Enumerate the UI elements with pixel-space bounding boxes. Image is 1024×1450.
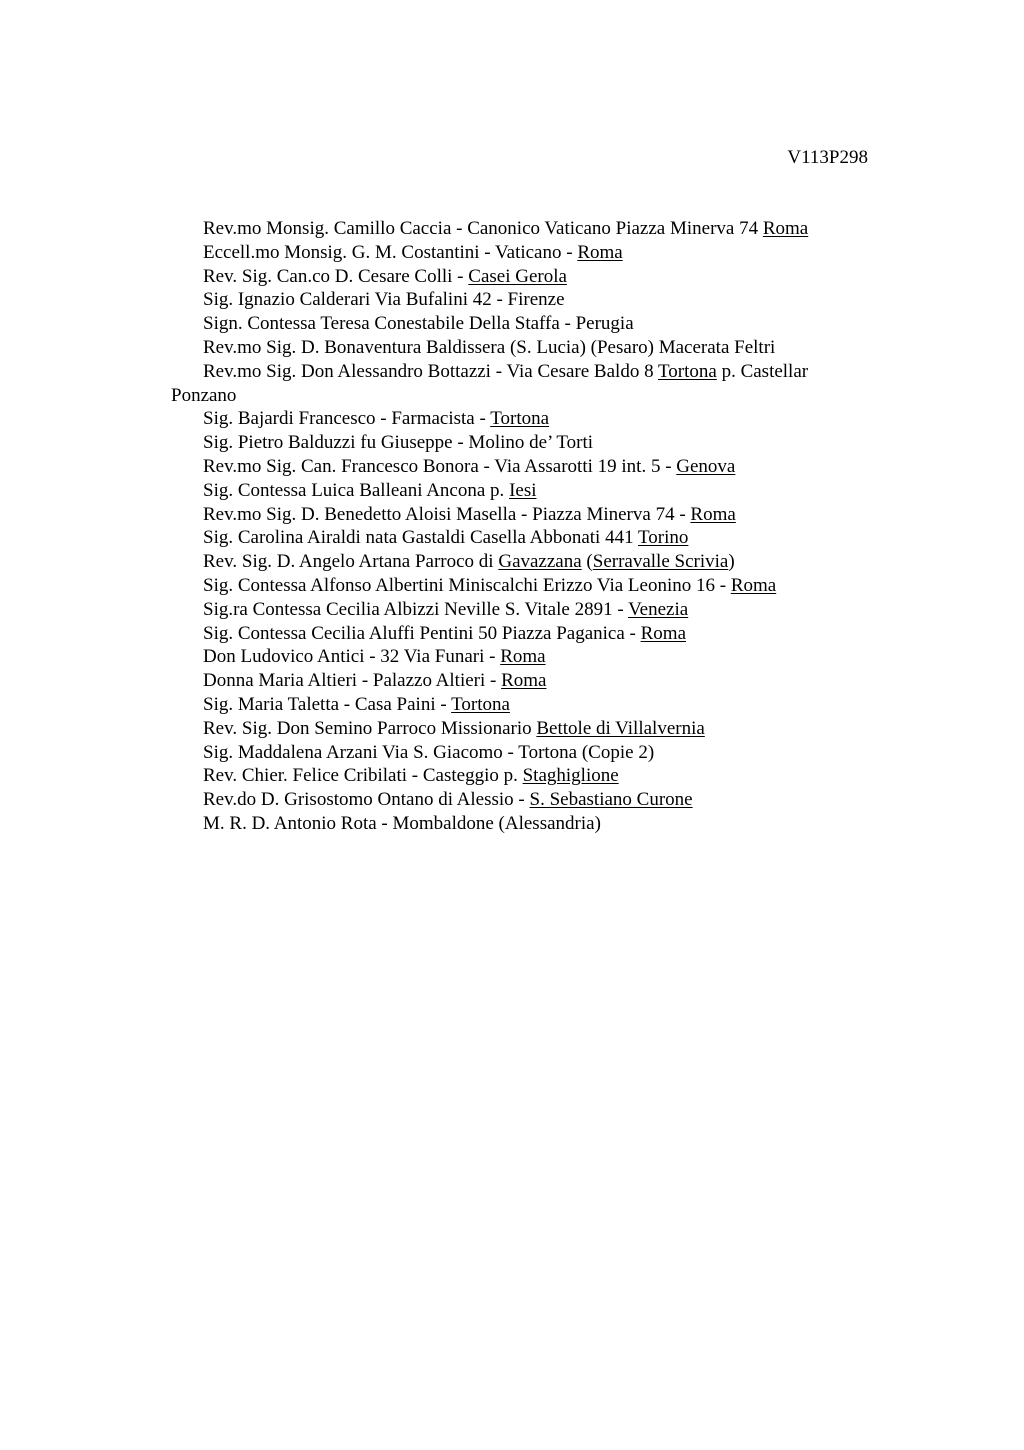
entry-text: Rev. Chier. Felice Cribilati - Casteggio p. [203,765,523,787]
entry-text: Sig. Maddalena Arzani Via S. Giacomo - Tortona (Copie 2) [203,741,655,763]
entry-text: M. R. D. Antonio Rota - Mombaldone (Alessandria) [203,812,601,834]
entry-text: Rev.do D. Grisostomo Ontano di Alessio - [203,789,530,811]
address-entry [171,360,871,408]
underlined-place: Venezia [628,598,689,620]
entry-text: ) [728,551,735,573]
entry-text: Rev.mo Sig. D. Benedetto Aloisi Masella - Piazza Minerva 74 - [203,503,691,525]
entry-text: Sig. Contessa Luica Balleani Ancona p. [203,479,510,501]
address-entry [171,265,871,289]
address-entry [171,455,871,479]
underlined-place: Iesi [509,479,537,501]
entry-text: Sig. Ignazio Calderari Via Bufalini 42 - Firenze [203,289,565,311]
underlined-place: Gavazzana [498,551,582,573]
address-list [171,217,871,836]
underlined-place: Bettole di Villalvernia [536,717,705,739]
address-entry [171,241,871,265]
entry-text: Sig. Contessa Cecilia Aluffi Pentini 50 Piazza Paganica - [203,622,641,644]
entry-text: Sig. Contessa Alfonso Albertini Miniscalchi Erizzo Via Leonino 16 - [203,574,731,596]
underlined-place: Tortona [451,693,510,715]
entry-text: Rev.mo Monsig. Camillo Caccia - Canonico Vaticano Piazza Minerva 74 [203,218,763,239]
address-entry [171,741,871,765]
address-entry [171,622,871,646]
underlined-place: Staghiglione [522,765,619,787]
underlined-place: Roma [730,574,777,596]
entry-text: Rev.mo Sig. D. Bonaventura Baldissera (S. Lucia) (Pesaro) Macerata Feltri [203,336,776,358]
entry-text: Rev.mo Sig. Can. Francesco Bonora - Via Assarotti 19 int. 5 - [203,455,677,477]
address-entry [171,479,871,503]
address-entry [171,717,871,741]
page-reference: V113P298 [787,147,868,168]
address-entry [171,217,871,241]
entry-text: Rev. Sig. Don Semino Parroco Missionario [203,717,537,739]
address-entry [171,669,871,693]
address-entry [171,788,871,812]
underlined-place: Roma [501,670,547,692]
entry-text: Sig. Carolina Airaldi nata Gastaldi Casella Abbonati 441 [203,527,638,549]
underlined-place: Roma [500,646,546,668]
entry-text: Don Ludovico Antici - 32 Via Funari - [203,646,501,668]
underlined-place: Roma [577,241,623,263]
underlined-place: Torino [638,527,689,549]
address-entry [171,312,871,336]
entry-text: Sig. Maria Taletta - Casa Paini - [203,693,452,715]
underlined-place: Roma [690,503,736,525]
entry-text: ( [581,551,593,573]
underlined-place: Casei Gerola [468,265,567,287]
address-entry [171,288,871,312]
entry-text: Sign. Contessa Teresa Conestabile Della Staffa - Perugia [203,313,634,335]
entry-text: p. Castellar Ponzano [171,360,809,406]
entry-text: Rev. Sig. Can.co D. Cesare Colli - [203,265,469,287]
underlined-place: Tortona [490,408,550,430]
address-entry [171,764,871,788]
address-entry [171,526,871,550]
address-entry [171,336,871,360]
underlined-place: S. Sebastiano Curone [529,789,693,811]
entry-text: Rev.mo Sig. Don Alessandro Bottazzi - Via Cesare Baldo 8 [203,360,658,382]
address-entry [171,598,871,622]
address-entry [171,574,871,598]
entry-text: Sig.ra Contessa Cecilia Albizzi Neville S. Vitale 2891 - [203,598,629,620]
address-entry [171,550,871,574]
underlined-place: Roma [640,622,687,644]
underlined-place: Roma [762,218,809,239]
entry-text: Eccell.mo Monsig. G. M. Costantini - Vaticano - [203,241,578,263]
address-entry [171,645,871,669]
underlined-place: Serravalle Scrivia [592,551,729,573]
address-entry [171,693,871,717]
entry-text: Sig. Pietro Balduzzi fu Giuseppe - Molino de’ Torti [203,432,594,454]
address-entry [171,407,871,431]
underlined-place: Tortona [657,360,717,382]
entry-text: Rev. Sig. D. Angelo Artana Parroco di [203,551,499,573]
entry-text: Donna Maria Altieri - Palazzo Altieri - [203,670,502,692]
underlined-place: Genova [676,455,736,477]
entry-text: Sig. Bajardi Francesco - Farmacista - [203,408,491,430]
address-entry [171,431,871,455]
address-entry [171,812,871,836]
address-entry [171,503,871,527]
